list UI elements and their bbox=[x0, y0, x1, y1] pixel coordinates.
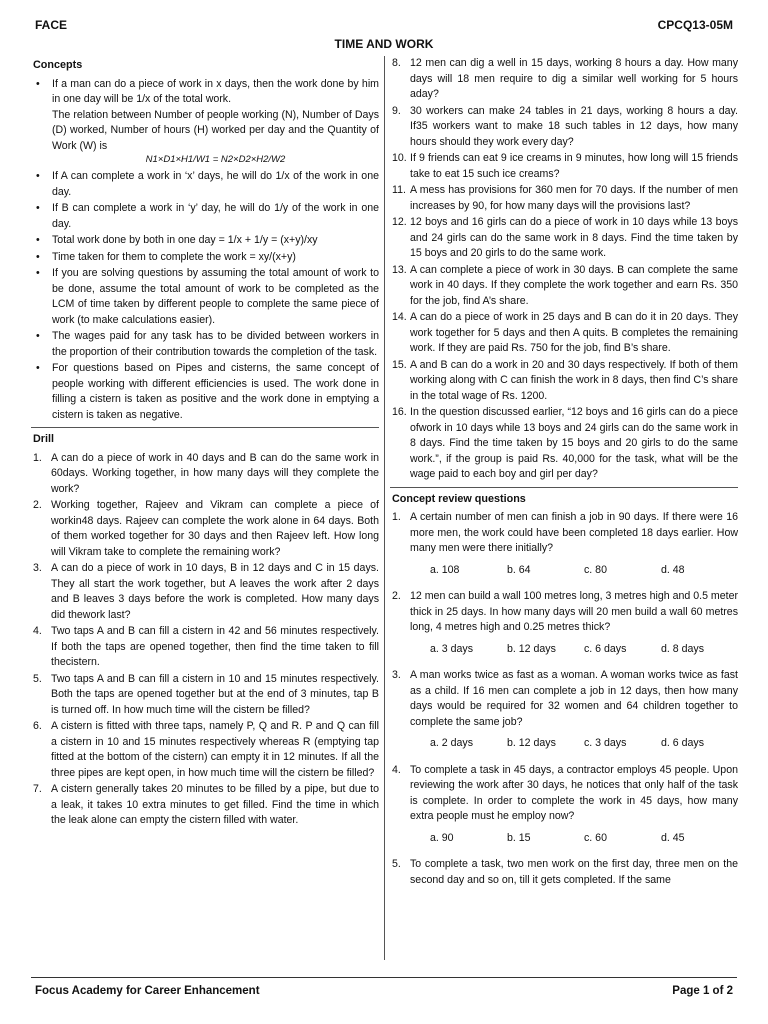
left-column bbox=[31, 56, 379, 830]
answer-options: a. 3 days b. 12 days c. 6 days d. 8 days bbox=[430, 642, 704, 655]
footer-left: Focus Academy for Career Enhancement bbox=[35, 985, 260, 997]
drill-heading: Drill bbox=[33, 433, 54, 445]
right-column bbox=[390, 56, 738, 889]
review-question: 1. A certain number of men can finish a job in 90 days. If there were 16 more men, the work could have been completed 18 days earlier. How many men were there initially? a. 108 b. 64 c. 80 d. 48 bbox=[390, 510, 738, 578]
answer-options: a. 2 days b. 12 days c. 3 days d. 6 days bbox=[430, 737, 704, 749]
review-question: 2. 12 men can build a wall 100 metres long, 3 metres high and 0.5 meter thick in 25 days. In how many days will 20 men build a wall 60 metres long, 4 metres high and 0.25 metres thick? a. 3 days b. 12 days c. 6 days d. 8 days bbox=[390, 589, 738, 657]
list-item: 8. 12 men can dig a well in 15 days, working 8 hours a day. How many days will 18 men require to dig a similar well working for 5 hours aday? bbox=[392, 57, 738, 100]
page-number: Page 1 of 2 bbox=[672, 985, 733, 997]
answer-options: a. 108 b. 64 c. 80 d. 48 bbox=[430, 563, 685, 576]
list-item: 14. A can do a piece of work in 25 days and B can do it in 20 days. They work together for 5 days and then A quits. B completes the remaining work. If they are paid Rs. 750 for the job, find B’s share. bbox=[392, 311, 738, 354]
list-item: 15. A and B can do a work in 20 and 30 days respectively. If both of them working along with C can finish the work in 8 days, then find C’s share in the total wage of Rs. 1200. bbox=[392, 358, 738, 402]
footer-rule bbox=[31, 977, 737, 978]
list-item: 5. Two taps A and B can fill a cistern in 10 and 15 minutes respectively. Both the taps are opened together but at the end of 3 minutes, tap B is turned off. In how much time will the cistern be filled? bbox=[33, 672, 379, 716]
review-list bbox=[390, 510, 738, 888]
review-heading: Concept review questions bbox=[392, 492, 526, 505]
list-item: 12. 12 boys and 16 girls can do a piece of work in 10 days while 13 boys and 24 girls can do the same work in 8 days. Find the time taken by 15 boys and 20 girls to do the same work. bbox=[392, 216, 738, 259]
list-item: 9. 30 workers can make 24 tables in 21 days, working 8 hours a day. If35 workers want to make 18 such tables in 12 days, how many hours should they work every day? bbox=[392, 104, 738, 148]
concept-item: • If a man can do a piece of work in x days, then the work done by him in one day will be 1/x of the total work. The relation between Number of people working (N), Number of Days (D) worked, Number of hours (H) worked per day and the Quantity of Work (W) is N1×D1×H1/W1 = N2×D2×H2/W2 bbox=[31, 77, 379, 166]
list-item: 1. A can do a piece of work in 40 days and B can do the same work in 60days. Working together, in how many days will they complete the work? bbox=[33, 451, 379, 495]
concepts-heading: Concepts bbox=[33, 59, 83, 71]
answer-options: a. 90 b. 15 c. 60 d. 45 bbox=[430, 831, 685, 844]
concepts-list bbox=[31, 77, 379, 424]
concept-item: • Total work done by both in one day = 1/x + 1/y = (x+y)/xy bbox=[31, 233, 379, 249]
header-right: CPCQ13-05M bbox=[657, 18, 733, 32]
concept-item: • If B can complete a work in ‘y’ day, he will do 1/y of the work in one day. bbox=[31, 201, 379, 232]
concept-item: • Time taken for them to complete the work = xy/(x+y) bbox=[31, 250, 379, 266]
work-formula: N1×D1×H1/W1 = N2×D2×H2/W2 bbox=[145, 154, 286, 165]
page-title: TIME AND WORK bbox=[334, 37, 434, 51]
list-item: 11. A mess has provisions for 360 men for 70 days. If the number of men increases by 90, for how many days will the provisions last? bbox=[392, 184, 738, 212]
list-item: 16. In the question discussed earlier, “12 boys and 16 girls can do a piece ofwork in 10 days while 13 boys and 24 girls can do the same work in 8 days. Find the time taken by 15 boys and 20 girls to do the same work.”, if the group is paid Rs. 40,000 for the task, what will be the wage paid to each boy and girl per day? bbox=[392, 406, 738, 480]
drill-list-left bbox=[31, 451, 379, 829]
section-divider bbox=[31, 427, 379, 428]
review-question: 5. To complete a task, two men work on the first day, three men on the second day and so on, till it gets completed. If the same bbox=[392, 858, 738, 886]
review-question: 4. To complete a task in 45 days, a contractor employs 45 people. Upon reviewing the work after 30 days, he notices that only half of the task is complete. In order to complete the work in 45 days, how many extra people must he employ now? a. 90 b. 15 c. 60 d. 45 bbox=[390, 763, 738, 847]
review-question: 3. A man works twice as fast as a woman. A woman works twice as fast as a child. If 16 men can complete a job in 12 days, then how many days would be required for 32 women and 64 children together to complete the same job? a. 2 days b. 12 days c. 3 days d. 6 days bbox=[390, 668, 738, 752]
list-item: 6. A cistern is fitted with three taps, namely P, Q and R. P and Q can fill a cistern in 10 and 15 minutes respectively whereas R (emptying tap fitted at the bottom of the cistern) can empty it in 12 minutes. If all the three pipes are kept open, in how much time will the cistern be filled? bbox=[33, 720, 379, 779]
concept-item: • For questions based on Pipes and cisterns, the same concept of people working with different efficiencies is used. The work done in filling a cistern is taken as positive and the work done in emptying a cistern is taken as negative. bbox=[31, 361, 379, 423]
concept-item: • The wages paid for any task has to be divided between workers in the proportion of their contribution towards the completion of the task. bbox=[31, 329, 379, 360]
header-left: FACE bbox=[35, 18, 68, 32]
list-item: 4. Two taps A and B can fill a cistern in 42 and 56 minutes respectively. If both the taps are opened together, then find the time taken to fill thecistern. bbox=[33, 625, 379, 668]
concept-item: • If you are solving questions by assuming the total amount of work to be done, assume the total amount of work to be completed as the LCM of time taken by different people to complete the same piece of work (to make calculations easier). bbox=[31, 266, 379, 328]
section-divider bbox=[390, 487, 738, 488]
drill-list-right bbox=[390, 56, 738, 483]
list-item: 7. A cistern generally takes 20 minutes to be filled by a pipe, but due to a leak, it takes 10 extra minutes to get filled. Find the time in which the leak alone can empty the cistern filled with water. bbox=[33, 783, 379, 826]
list-item: 2. Working together, Rajeev and Vikram can complete a piece of workin48 days. Rajeev can complete the work alone in 64 days. Both of them worked together for 30 days and then Rajeev left. How long will Vikram take to complete the remaining work? bbox=[33, 499, 379, 558]
column-divider bbox=[384, 56, 385, 960]
list-item: 10. If 9 friends can eat 9 ice creams in 9 minutes, how long will 15 friends take to eat 15 such ice creams? bbox=[392, 152, 738, 180]
list-item: 3. A can do a piece of work in 10 days, B in 12 days and C in 15 days. They all start the work together, but A leaves the work after 2 days and B leaves 3 days before the work is completed. How many days did thework last? bbox=[33, 562, 379, 621]
concept-item: • If A can complete a work in ‘x’ days, he will do 1/x of the work in one day. bbox=[31, 169, 379, 200]
list-item: 13. A can complete a piece of work in 30 days. B can complete the same work in 40 days. If they complete the work together and earn Rs. 350 for the job, find A’s share. bbox=[392, 263, 738, 307]
